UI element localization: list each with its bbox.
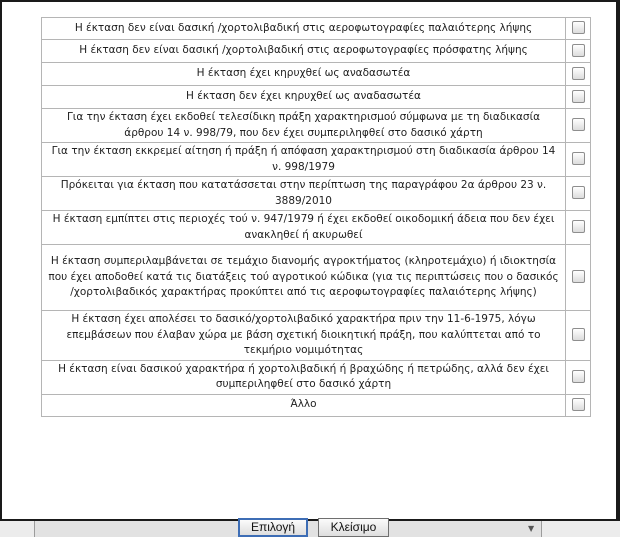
option-label: Η έκταση δεν είναι δασική /χορτολιβαδική στις αεροφωτογραφίες πρόσφατης λήψης bbox=[42, 40, 566, 63]
option-label: Για την έκταση εκκρεμεί αίτηση ή πράξη ή απόφαση χαρακτηρισμού στη διαδικασία άρθρου 14 ν. 998/1979 bbox=[42, 143, 566, 177]
option-row bbox=[42, 18, 591, 40]
option-label: Η έκταση δεν είναι δασική /χορτολιβαδική στις αεροφωτογραφίες παλαιότερης λήψης bbox=[42, 18, 566, 40]
background-panel bbox=[0, 521, 620, 537]
option-label: Η έκταση έχει κηρυχθεί ως αναδασωτέα bbox=[42, 63, 566, 86]
option-row bbox=[42, 86, 591, 109]
option-checkbox[interactable] bbox=[572, 186, 585, 199]
option-label: Για την έκταση έχει εκδοθεί τελεσίδικη πράξη χαρακτηρισμού σύμφωνα με τη διαδικασία άρθρου 14 ν. 998/79, που δεν έχει συμπεριληφθεί στο δασικό χάρτη bbox=[42, 109, 566, 143]
option-row bbox=[42, 63, 591, 86]
option-checkbox[interactable] bbox=[572, 370, 585, 383]
option-row bbox=[42, 177, 591, 211]
option-checkbox[interactable] bbox=[572, 270, 585, 283]
option-row bbox=[42, 40, 591, 63]
option-checkbox[interactable] bbox=[572, 44, 585, 57]
option-checkbox[interactable] bbox=[572, 328, 585, 341]
option-checkbox[interactable] bbox=[572, 21, 585, 34]
option-checkbox[interactable] bbox=[572, 67, 585, 80]
option-row bbox=[42, 211, 591, 245]
option-checkbox[interactable] bbox=[572, 398, 585, 411]
option-label: Η έκταση δεν έχει κηρυχθεί ως αναδασωτέα bbox=[42, 86, 566, 109]
option-checkbox[interactable] bbox=[572, 90, 585, 103]
option-label: Η έκταση είναι δασικού χαρακτήρα ή χορτολιβαδική ή βραχώδης ή πετρώδης, αλλά δεν έχει συμπεριληφθεί στο δασικό χάρτη bbox=[42, 360, 566, 394]
option-checkbox[interactable] bbox=[572, 118, 585, 131]
close-button[interactable]: Κλείσιμο bbox=[318, 518, 389, 537]
options-table bbox=[41, 17, 591, 417]
option-row bbox=[42, 311, 591, 361]
option-label: Άλλο bbox=[42, 394, 566, 416]
option-checkbox[interactable] bbox=[572, 220, 585, 233]
option-label: Πρόκειται για έκταση που κατατάσσεται στην περίπτωση της παραγράφου 2α άρθρου 23 ν. 3889/2010 bbox=[42, 177, 566, 211]
select-button[interactable]: Επιλογή bbox=[238, 518, 308, 537]
option-row bbox=[42, 109, 591, 143]
option-label: Η έκταση συμπεριλαμβάνεται σε τεμάχιο διανομής αγροκτήματος (κληροτεμάχιο) ή ιδιοκτησία που έχει αποδοθεί κατά τις διατάξεις τού αγροτικού κώδικα (για τις περιπτώσεις που ο δασικός /χορτολιβαδικός χαρακτήρας προκύπτει από τις αεροφωτογραφίες παλαιότερης λήψης) bbox=[42, 245, 566, 311]
option-label: Η έκταση εμπίπτει στις περιοχές τού ν. 947/1979 ή έχει εκδοθεί οικοδομική άδεια που δεν έχει ανακληθεί ή ακυρωθεί bbox=[42, 211, 566, 245]
option-row bbox=[42, 360, 591, 394]
option-row bbox=[42, 394, 591, 416]
option-row bbox=[42, 143, 591, 177]
option-label: Η έκταση έχει απολέσει το δασικό/χορτολιβαδικό χαρακτήρα πριν την 11-6-1975, λόγω επεμβάσεων που έλαβαν χώρα με βάση σχετική διοικητική πράξη, που καλύπτεται από το τεκμήριο νομιμότητας bbox=[42, 311, 566, 361]
scroll-down-arrow-icon[interactable]: ▼ bbox=[528, 524, 535, 533]
option-row bbox=[42, 245, 591, 311]
option-checkbox[interactable] bbox=[572, 152, 585, 165]
